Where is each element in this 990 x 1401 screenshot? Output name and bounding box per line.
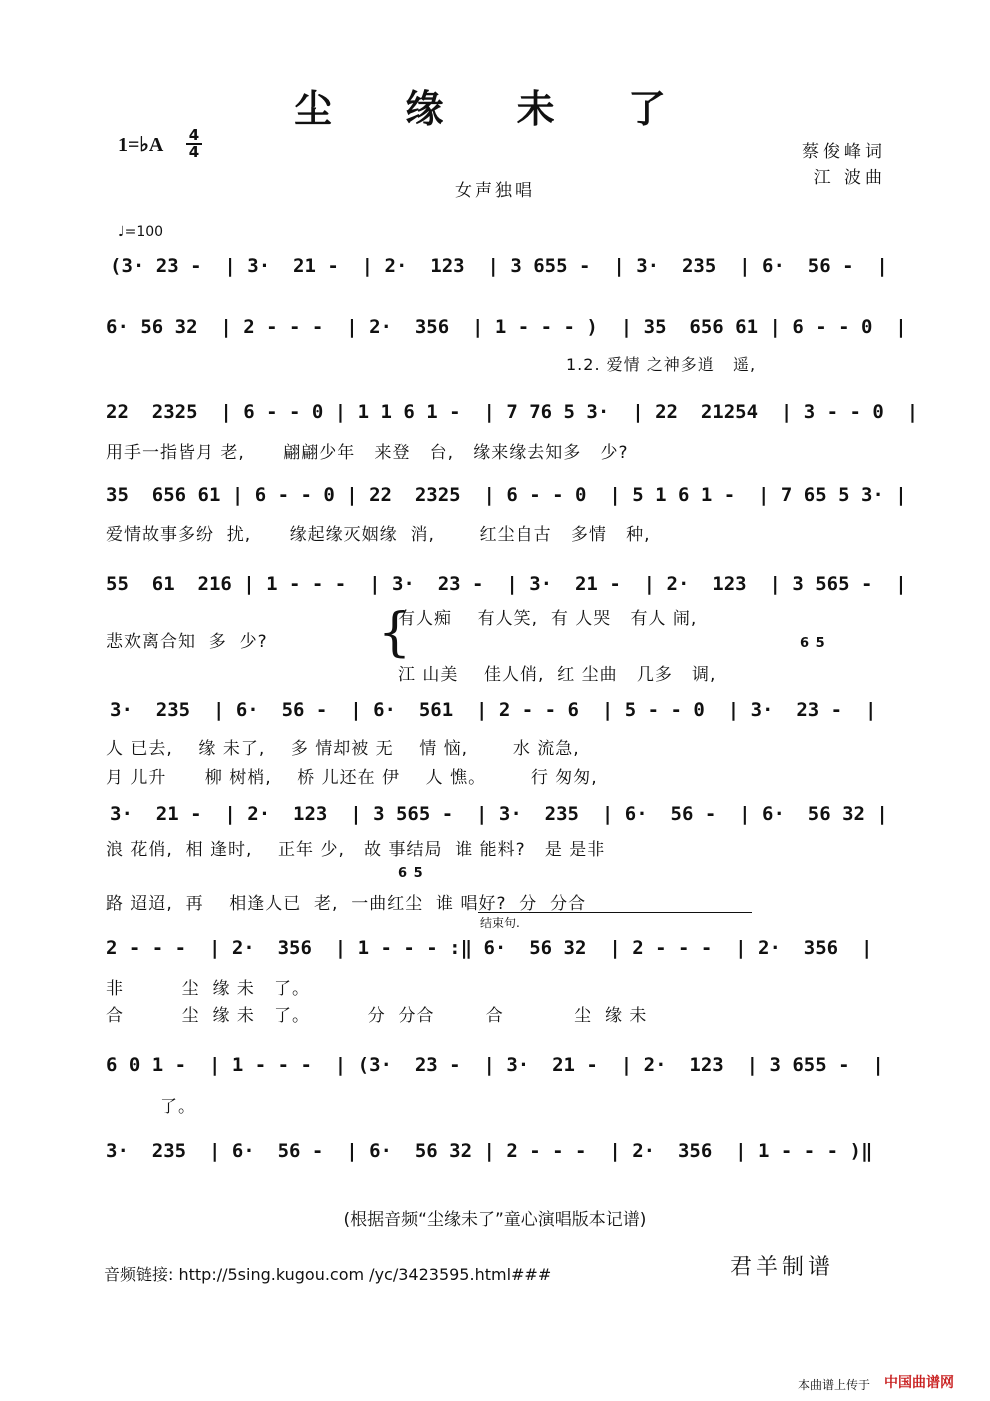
site-logo: 中国曲谱网 [884, 1375, 954, 1391]
lyric-line: 有人痴 有人笑, 有 人哭 有人 闹, [398, 609, 698, 629]
score-notes: (3· 23 - | 3· 21 - | 2· 123 | 3 655 - | 3· 235 | 6· 56 - | [110, 255, 888, 277]
performance-type: 女声独唱 [455, 181, 535, 201]
lyric-line: 用手一指皆月 老, 翩翩少年 来登 台, 缘来缘去知多 少? [106, 443, 629, 463]
score-notes: 22 2325 | 6 - - 0 | 1 1 6 1 - | 7 76 5 3· | 22 21254 | 3 - - 0 | [106, 401, 919, 423]
score-notes: 3· 235 | 6· 56 - | 6· 56 32 | 2 - - - | 2· 356 | 1 - - - )‖ [106, 1140, 873, 1162]
small-notes: 6 5 [398, 866, 424, 881]
score-notes: 6· 56 32 | 2 - - - | 2· 356 | 1 - - - ) | 35 656 61 | 6 - - 0 | [106, 316, 907, 338]
lyric-line: 人 已去, 缘 未了, 多 情却被 无 情 恼, 水 流急, [106, 739, 580, 759]
scribe-signature: 君羊制谱 [730, 1255, 835, 1280]
lyricist-credit: 蔡俊峰词 [802, 142, 886, 162]
score-notes: 3· 235 | 6· 56 - | 6· 561 | 2 - - 6 | 5 - - 0 | 3· 23 - | [110, 699, 877, 721]
composer-credit: 江 波曲 [813, 168, 886, 188]
lyric-line: 江 山美 佳人俏, 红 尘曲 几多 调, [398, 665, 717, 685]
score-line-4 [106, 481, 907, 513]
lyric-line: 月 儿升 柳 树梢, 桥 儿还在 伊 人 憔。 行 匆匆, [106, 768, 598, 788]
time-signature [186, 128, 202, 160]
score-line-2 [106, 313, 907, 345]
source-note: (根据音频“尘缘未了”童心演唱版本记谱) [343, 1210, 647, 1230]
song-title: 尘 缘 未 了 [294, 86, 696, 131]
score-line-6 [106, 696, 894, 728]
lyric-line: 爱情故事多纷 扰, 缘起缘灭姻缘 消, 红尘自古 多情 种, [106, 525, 651, 545]
score-notes: 2 - - - | 2· 356 | 1 - - - :‖ 6· 56 32 | 2 - - - | 2· 356 | [106, 937, 873, 959]
score-notes: 35 656 61 | 6 - - 0 | 22 2325 | 6 - - 0 | 5 1 6 1 - | 7 65 5 3· | [106, 484, 907, 506]
score-line-3 [106, 398, 919, 430]
lyric-line: 1.2. 爱情 之神多逍 遥, [566, 355, 757, 374]
time-signature-bottom: 4 [186, 143, 202, 160]
key-signature: 1=♭A [118, 134, 164, 156]
lyric-line: 非 尘 缘 未 了。 [106, 979, 311, 999]
upload-note: 本曲谱上传于 [798, 1378, 871, 1392]
score-line-9 [106, 1051, 894, 1083]
score-notes: 55 61 216 | 1 - - - | 3· 23 - | 3· 21 - | 2· 123 | 3 565 - | [106, 573, 907, 595]
time-signature-top: 4 [188, 126, 200, 144]
score-line-10 [106, 1137, 894, 1169]
lyric-line: 合 尘 缘 未 了。 分 分合 合 尘 缘 未 [106, 1006, 648, 1026]
score-notes: 3· 21 - | 2· 123 | 3 565 - | 3· 235 | 6· 56 - | 6· 56 32 | [110, 803, 888, 825]
tempo-marking: ♩=100 [118, 224, 164, 240]
lyric-line: 了。 [160, 1097, 196, 1117]
ending-bracket [478, 912, 752, 913]
lyric-line: 浪 花俏, 相 逢时, 正年 少, 故 事结局 谁 能料? 是 是非 [106, 840, 606, 860]
score-line-5 [106, 570, 907, 602]
audio-link[interactable]: 音频链接: http://5sing.kugou.com /yc/3423595.html### [104, 1265, 552, 1284]
score-line-8 [106, 934, 894, 966]
score-line-7 [106, 800, 894, 832]
lyric-line: 路 迢迢, 再 相逢人已 老, 一曲红尘 谁 唱好? 分 分合 [106, 894, 587, 914]
lyric-line: 悲欢离合知 多 少? [106, 632, 268, 652]
score-line-1 [106, 252, 894, 284]
ending-label: 结束句. [480, 916, 520, 930]
lyric-brace: { [378, 603, 412, 663]
small-notes: 6 5 [800, 636, 826, 651]
score-notes: 6 0 1 - | 1 - - - | (3· 23 - | 3· 21 - | 2· 123 | 3 655 - | [106, 1054, 884, 1076]
